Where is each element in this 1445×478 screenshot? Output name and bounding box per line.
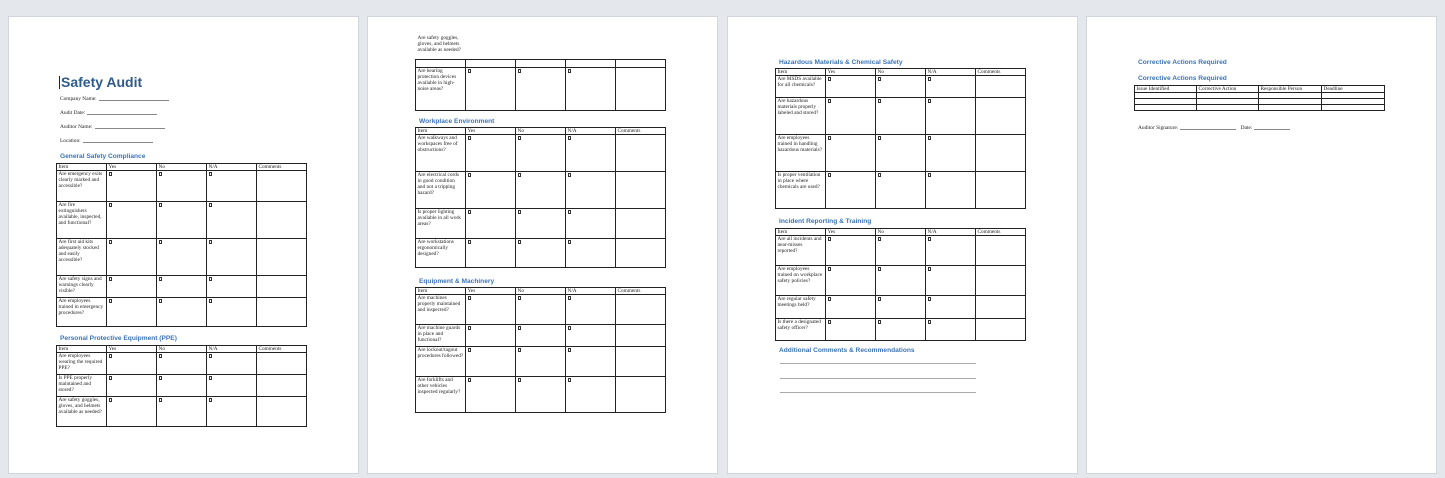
yes-checkbox[interactable] bbox=[109, 240, 113, 244]
table-row: Are safety goggles, gloves, and helmets available as needed? bbox=[416, 60, 666, 68]
no-checkbox[interactable] bbox=[878, 173, 882, 177]
comment-line[interactable] bbox=[780, 392, 976, 393]
table-row: Are machines properly maintained and inspected? bbox=[416, 295, 666, 325]
no-checkbox[interactable] bbox=[159, 277, 163, 281]
comments-cell[interactable] bbox=[976, 135, 1026, 172]
section-heading-incident: Incident Reporting & Training bbox=[779, 218, 872, 225]
no-checkbox[interactable] bbox=[159, 398, 163, 402]
section-heading-hazmat: Hazardous Materials & Chemical Safety bbox=[779, 59, 903, 66]
comments-cell[interactable] bbox=[976, 266, 1026, 296]
comments-cell[interactable] bbox=[616, 295, 666, 325]
table-row: Are MSDS available for all chemicals? bbox=[776, 76, 1026, 98]
signature-date-label: Date: bbox=[1240, 125, 1253, 131]
table-row bbox=[1135, 105, 1385, 111]
table-row: Are employees trained in handling hazardous materials? bbox=[776, 135, 1026, 172]
yes-checkbox[interactable] bbox=[468, 210, 472, 214]
table-row: Are all incidents and near-misses reported? bbox=[776, 236, 1026, 266]
no-checkbox[interactable] bbox=[518, 173, 522, 177]
yes-checkbox[interactable] bbox=[828, 237, 832, 241]
company-name-field[interactable]: Company Name: bbox=[60, 96, 169, 102]
yes-checkbox[interactable] bbox=[828, 77, 832, 81]
na-checkbox[interactable] bbox=[568, 240, 572, 244]
table-row: Are safety goggles, gloves, and helmets available as needed? bbox=[57, 397, 307, 427]
table-header-row: Item Yes No N/A Comments bbox=[416, 288, 666, 295]
section-heading-equipment: Equipment & Machinery bbox=[419, 278, 495, 285]
text-cursor bbox=[59, 76, 60, 89]
comments-cell[interactable] bbox=[976, 296, 1026, 319]
no-checkbox[interactable] bbox=[159, 172, 163, 176]
comments-cell[interactable] bbox=[976, 76, 1026, 98]
section-heading-workplace: Workplace Environment bbox=[419, 118, 495, 125]
na-checkbox[interactable] bbox=[928, 77, 932, 81]
table-row: Are walkways and workspaces free of obstructions? bbox=[416, 135, 666, 172]
comment-line[interactable] bbox=[780, 363, 976, 364]
yes-checkbox[interactable] bbox=[468, 69, 472, 73]
na-checkbox[interactable] bbox=[568, 136, 572, 140]
no-checkbox[interactable] bbox=[518, 69, 522, 73]
na-checkbox[interactable] bbox=[568, 348, 572, 352]
na-checkbox[interactable] bbox=[928, 237, 932, 241]
comments-cell[interactable] bbox=[616, 68, 666, 111]
comments-cell[interactable] bbox=[616, 377, 666, 413]
comments-cell[interactable] bbox=[616, 209, 666, 239]
no-checkbox[interactable] bbox=[518, 378, 522, 382]
yes-checkbox[interactable] bbox=[468, 348, 472, 352]
table-row: Is proper lighting available in all work areas? bbox=[416, 209, 666, 239]
no-checkbox[interactable] bbox=[518, 348, 522, 352]
table-header-row: Item Yes No N/A Comments bbox=[776, 229, 1026, 236]
ppe-checklist-table-continued bbox=[415, 35, 666, 111]
table-row: Are fire extinguishers available, inspected, and functional? bbox=[57, 202, 307, 239]
na-checkbox[interactable] bbox=[568, 210, 572, 214]
no-checkbox[interactable] bbox=[518, 326, 522, 330]
table-row: Are lockout/tagout procedures followed? bbox=[416, 347, 666, 377]
yes-checkbox[interactable] bbox=[828, 136, 832, 140]
yes-checkbox[interactable] bbox=[109, 203, 113, 207]
table-header-row: Item Yes No N/A Comments bbox=[776, 69, 1026, 76]
yes-checkbox[interactable] bbox=[109, 172, 113, 176]
comments-cell[interactable] bbox=[257, 202, 307, 239]
table-header-row: Item Yes No N/A Comments bbox=[57, 164, 307, 171]
yes-checkbox[interactable] bbox=[828, 99, 832, 103]
yes-checkbox[interactable] bbox=[828, 320, 832, 324]
table-row: Are workstations ergonomically designed? bbox=[416, 239, 666, 268]
table-row: Are employees trained in emergency procedures? bbox=[57, 298, 307, 327]
no-checkbox[interactable] bbox=[518, 210, 522, 214]
section-heading-comments: Additional Comments & Recommendations bbox=[779, 347, 915, 354]
table-row: Is proper ventilation in place where chemicals are used? bbox=[776, 172, 1026, 209]
na-checkbox[interactable] bbox=[568, 173, 572, 177]
no-checkbox[interactable] bbox=[878, 237, 882, 241]
table-row: Are hearing protection devices available in high-noise areas? bbox=[416, 68, 666, 111]
section-heading-corrective: Corrective Actions Required bbox=[1138, 59, 1227, 66]
yes-checkbox[interactable] bbox=[109, 398, 113, 402]
comments-cell[interactable] bbox=[257, 298, 307, 327]
audit-date-field[interactable]: Audit Date: bbox=[60, 110, 157, 116]
yes-checkbox[interactable] bbox=[109, 277, 113, 281]
no-checkbox[interactable] bbox=[159, 354, 163, 358]
na-checkbox[interactable] bbox=[209, 299, 213, 303]
no-checkbox[interactable] bbox=[878, 267, 882, 271]
comments-cell[interactable] bbox=[616, 135, 666, 172]
document-title-block bbox=[59, 74, 142, 90]
yes-checkbox[interactable] bbox=[468, 136, 472, 140]
na-checkbox[interactable] bbox=[209, 398, 213, 402]
document-title: Safety Audit bbox=[61, 74, 143, 90]
table-row: Are first aid kits adequately stocked and easily accessible? bbox=[57, 239, 307, 276]
equipment-checklist-table bbox=[415, 287, 666, 413]
comments-cell[interactable] bbox=[976, 319, 1026, 341]
workplace-checklist-table bbox=[415, 127, 666, 268]
table-header-row: Item Yes No N/A Comments bbox=[416, 128, 666, 135]
yes-checkbox[interactable] bbox=[468, 326, 472, 330]
auditor-signature-field[interactable]: Auditor Signature: Date: bbox=[1138, 125, 1290, 131]
yes-checkbox[interactable] bbox=[109, 376, 113, 380]
table-row: Are forklifts and other vehicles inspected regularly? bbox=[416, 377, 666, 413]
na-checkbox[interactable] bbox=[209, 354, 213, 358]
table-row: Are hazardous materials properly labeled and stored? bbox=[776, 98, 1026, 135]
yes-checkbox[interactable] bbox=[468, 240, 472, 244]
comment-line[interactable] bbox=[780, 378, 976, 379]
no-checkbox[interactable] bbox=[159, 203, 163, 207]
no-checkbox[interactable] bbox=[159, 240, 163, 244]
auditor-name-field[interactable]: Auditor Name: bbox=[60, 124, 165, 130]
table-header-row: Issue Identified Corrective Action Responsible Person Deadline bbox=[1135, 86, 1385, 93]
na-checkbox[interactable] bbox=[209, 172, 213, 176]
yes-checkbox[interactable] bbox=[828, 297, 832, 301]
page-1 bbox=[8, 16, 359, 474]
na-checkbox[interactable] bbox=[568, 378, 572, 382]
no-checkbox[interactable] bbox=[159, 376, 163, 380]
table-row: Are safety signs and warnings clearly visible? bbox=[57, 276, 307, 298]
na-checkbox[interactable] bbox=[209, 240, 213, 244]
yes-checkbox[interactable] bbox=[109, 354, 113, 358]
table-row: Are machine guards in place and functional? bbox=[416, 325, 666, 347]
page-4 bbox=[1086, 16, 1437, 474]
comments-cell[interactable] bbox=[257, 375, 307, 397]
comments-cell[interactable] bbox=[976, 172, 1026, 209]
no-checkbox[interactable] bbox=[518, 240, 522, 244]
table-row: Are employees wearing the required PPE? bbox=[57, 353, 307, 375]
na-checkbox[interactable] bbox=[568, 69, 572, 73]
comments-cell[interactable] bbox=[616, 172, 666, 209]
na-checkbox[interactable] bbox=[928, 136, 932, 140]
comments-cell[interactable] bbox=[976, 236, 1026, 266]
comments-cell[interactable] bbox=[976, 98, 1026, 135]
hazmat-checklist-table bbox=[775, 68, 1026, 209]
table-row: Are employees trained on workplace safety policies? bbox=[776, 266, 1026, 296]
no-checkbox[interactable] bbox=[159, 299, 163, 303]
yes-checkbox[interactable] bbox=[468, 296, 472, 300]
yes-checkbox[interactable] bbox=[109, 299, 113, 303]
comments-cell[interactable] bbox=[616, 239, 666, 268]
yes-checkbox[interactable] bbox=[828, 173, 832, 177]
page-2 bbox=[367, 16, 718, 474]
corrective-actions-table bbox=[1134, 85, 1385, 111]
no-checkbox[interactable] bbox=[878, 136, 882, 140]
na-checkbox[interactable] bbox=[928, 267, 932, 271]
no-checkbox[interactable] bbox=[878, 99, 882, 103]
yes-checkbox[interactable] bbox=[828, 267, 832, 271]
comments-cell[interactable] bbox=[257, 276, 307, 298]
comments-cell[interactable] bbox=[616, 325, 666, 347]
comments-cell[interactable] bbox=[257, 353, 307, 375]
comments-cell[interactable] bbox=[257, 171, 307, 202]
yes-checkbox[interactable] bbox=[468, 173, 472, 177]
na-checkbox[interactable] bbox=[568, 326, 572, 330]
comments-cell[interactable] bbox=[257, 397, 307, 427]
comments-cell[interactable] bbox=[616, 60, 666, 68]
no-checkbox[interactable] bbox=[878, 77, 882, 81]
no-checkbox[interactable] bbox=[518, 136, 522, 140]
na-checkbox[interactable] bbox=[209, 277, 213, 281]
table-row: Is PPE properly maintained and stored? bbox=[57, 375, 307, 397]
na-checkbox[interactable] bbox=[928, 297, 932, 301]
table-row: Are electrical cords in good condition and not a tripping hazard? bbox=[416, 172, 666, 209]
page-3 bbox=[727, 16, 1078, 474]
section-heading-general: General Safety Compliance bbox=[60, 153, 146, 160]
na-checkbox[interactable] bbox=[928, 99, 932, 103]
no-checkbox[interactable] bbox=[878, 320, 882, 324]
no-checkbox[interactable] bbox=[878, 297, 882, 301]
table-header-row: Item Yes No N/A Comments bbox=[57, 346, 307, 353]
na-checkbox[interactable] bbox=[928, 320, 932, 324]
section-heading-ppe: Personal Protective Equipment (PPE) bbox=[60, 335, 177, 342]
table-row: Are emergency exits clearly marked and accessible? bbox=[57, 171, 307, 202]
comments-cell[interactable] bbox=[257, 239, 307, 276]
location-field[interactable]: Location: bbox=[60, 138, 153, 144]
yes-checkbox[interactable] bbox=[468, 378, 472, 382]
comments-cell[interactable] bbox=[616, 347, 666, 377]
incident-checklist-table bbox=[775, 228, 1026, 341]
na-checkbox[interactable] bbox=[209, 376, 213, 380]
na-checkbox[interactable] bbox=[209, 203, 213, 207]
na-checkbox[interactable] bbox=[568, 296, 572, 300]
table-row: Are regular safety meetings held? bbox=[776, 296, 1026, 319]
ppe-checklist-table bbox=[56, 345, 307, 427]
table-row: Is there a designated safety officer? bbox=[776, 319, 1026, 341]
no-checkbox[interactable] bbox=[518, 296, 522, 300]
section-subheading-corrective: Corrective Actions Required bbox=[1138, 75, 1227, 82]
na-checkbox[interactable] bbox=[928, 173, 932, 177]
general-checklist-table bbox=[56, 163, 307, 327]
